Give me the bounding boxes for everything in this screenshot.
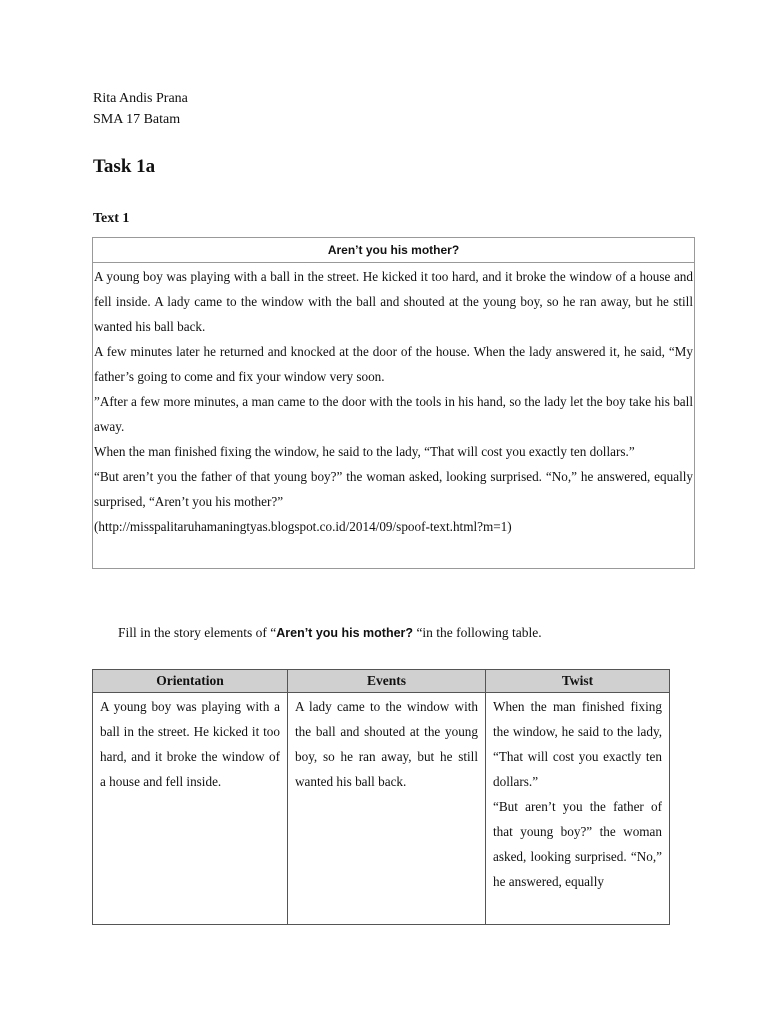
events-cell: A lady came to the window with the ball and shouted at the young boy, so he ran away, but he still wanted his ball back. bbox=[288, 693, 486, 925]
story-source-url: (http://misspalitaruhamaningtyas.blogspot.co.id/2014/09/spoof-text.html?m=1) bbox=[94, 519, 512, 534]
twist-cell bbox=[486, 693, 670, 925]
instruction-suffix: “in the following table. bbox=[413, 625, 542, 640]
story-title: Aren’t you his mother? bbox=[93, 238, 694, 263]
story-paragraph: When the man finished fixing the window, he said to the lady, “That will cost you exactly ten dollars.” bbox=[94, 444, 635, 459]
task-title: Task 1a bbox=[93, 156, 156, 177]
instruction-prefix: Fill in the story elements of “ bbox=[118, 625, 277, 640]
school-name: SMA 17 Batam bbox=[93, 112, 181, 127]
table-row bbox=[93, 693, 670, 925]
header-events: Events bbox=[288, 670, 486, 693]
story-paragraph: A few minutes later he returned and knocked at the door of the house. When the lady answered it, he said, “My father’s going to come and fix your window very soon. bbox=[94, 344, 693, 384]
text-label: Text 1 bbox=[93, 211, 130, 226]
author-name: Rita Andis Prana bbox=[93, 91, 188, 106]
story-paragraph: A young boy was playing with a ball in the street. He kicked it too hard, and it broke the window of a house and fell inside. A lady came to the window with the ball and shouted at the young boy, so he ran away, but he still wanted his ball back. bbox=[94, 269, 693, 334]
author-block bbox=[93, 88, 188, 130]
story-body bbox=[93, 263, 694, 539]
instruction bbox=[118, 625, 542, 641]
table-header-row bbox=[93, 670, 670, 693]
orientation-cell: A young boy was playing with a ball in the street. He kicked it too hard, and it broke the window of a house and fell inside. bbox=[93, 693, 288, 925]
story-paragraph: “But aren’t you the father of that young boy?” the woman asked, looking surprised. “No,” he answered, equally surprised, “Aren’t you his mother?” bbox=[94, 469, 693, 509]
story-box bbox=[92, 237, 695, 569]
twist-content bbox=[493, 694, 662, 918]
instruction-title: Aren’t you his mother? bbox=[276, 626, 414, 640]
header-twist: Twist bbox=[486, 670, 670, 693]
header-orientation: Orientation bbox=[93, 670, 288, 693]
twist-paragraph: When the man finished fixing the window, he said to the lady, “That will cost you exactly ten dollars.” bbox=[493, 699, 662, 789]
story-paragraph: ”After a few more minutes, a man came to the door with the tools in his hand, so the lady let the boy take his ball away. bbox=[94, 394, 693, 434]
twist-paragraph: “But aren’t you the father of that young boy?” the woman asked, looking surprised. “No,” he answered, equally bbox=[493, 799, 662, 889]
story-elements-table bbox=[92, 669, 670, 925]
